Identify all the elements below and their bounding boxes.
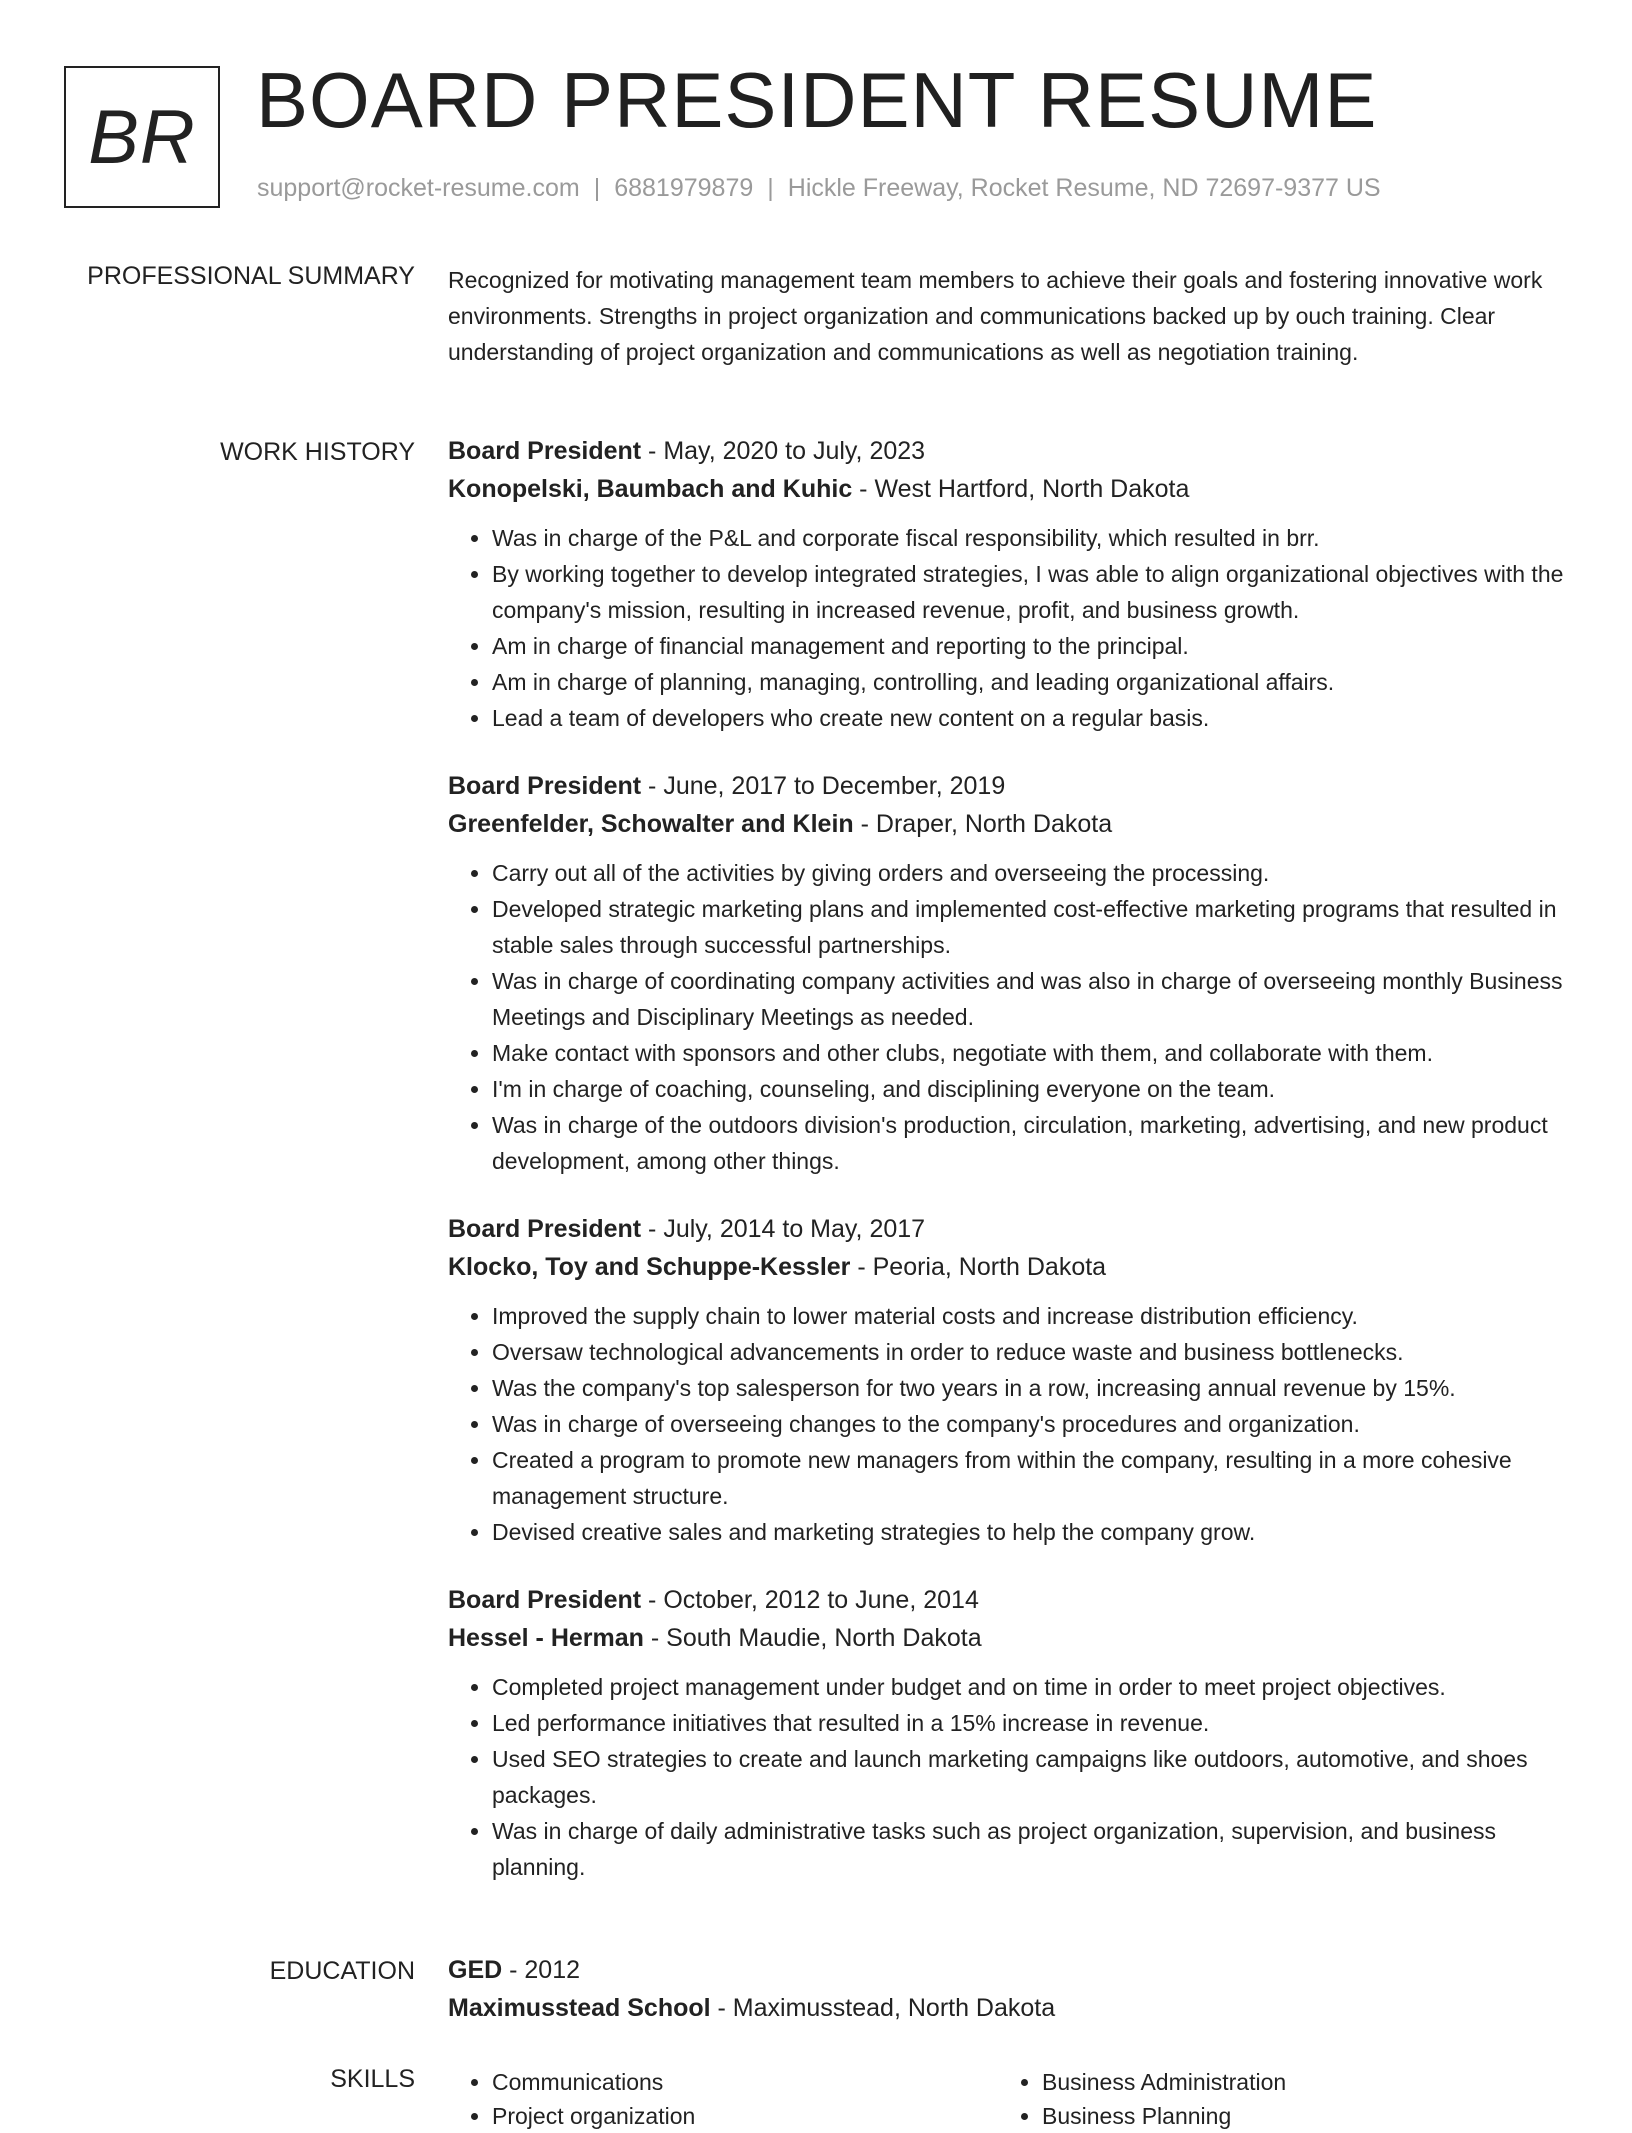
education-year: - 2012 bbox=[502, 1956, 581, 1984]
job-bullet: • Was in charge of the outdoors division's production, circulation, marketing, advertising, and new product development, among other things. bbox=[492, 1107, 1568, 1179]
job-bullet: • Led performance initiatives that resulted in a 15% increase in revenue. bbox=[492, 1705, 1568, 1741]
contact-phone[interactable]: 6881979879 bbox=[614, 174, 754, 202]
job-bullet: • Improved the supply chain to lower material costs and increase distribution efficiency. bbox=[492, 1298, 1568, 1334]
job-title-line bbox=[448, 1581, 1568, 1619]
education-label: EDUCATION bbox=[269, 1957, 415, 1985]
skills-body bbox=[448, 2065, 1568, 2133]
summary-text: Recognized for motivating management team members to achieve their goals and fostering innovative work environments. Strengths in project organization and communications backed up by ouch training. Clear understanding of project organization and communications as well as negotiation training. bbox=[448, 267, 1543, 365]
job-title: Board President bbox=[448, 1215, 642, 1243]
monogram-logo: BR bbox=[64, 66, 220, 208]
job-title-line bbox=[448, 1210, 1568, 1248]
education-school-line bbox=[448, 1989, 1568, 2027]
skills-label: SKILLS bbox=[330, 2065, 415, 2093]
skill-item: • Business Administration bbox=[1042, 2065, 1548, 2099]
job-company-line bbox=[448, 1248, 1568, 1286]
job-bullet: • Completed project management under budget and on time in order to meet project objectives. bbox=[492, 1669, 1568, 1705]
job-company: Hessel - Herman bbox=[448, 1624, 644, 1652]
page-title: BOARD PRESIDENT RESUME bbox=[256, 56, 1378, 144]
job-bullet: • Was in charge of the P&L and corporate fiscal responsibility, which resulted in brr. bbox=[492, 520, 1568, 556]
skill-item: • Project organization bbox=[492, 2099, 998, 2133]
job-dates: - July, 2014 to May, 2017 bbox=[641, 1215, 926, 1243]
skills-list bbox=[448, 2065, 998, 2133]
job-bullet: • By working together to develop integrated strategies, I was able to align organizational objectives with the company's mission, resulting in increased revenue, profit, and business growth. bbox=[492, 556, 1568, 628]
job-bullet: • I'm in charge of coaching, counseling, and disciplining everyone on the team. bbox=[492, 1071, 1568, 1107]
education-body bbox=[448, 1951, 1568, 2027]
job-bullet: • Make contact with sponsors and other clubs, negotiate with them, and collaborate with them. bbox=[492, 1035, 1568, 1071]
job-dates: - June, 2017 to December, 2019 bbox=[641, 772, 1006, 800]
job-bullet: • Carry out all of the activities by giving orders and overseeing the processing. bbox=[492, 855, 1568, 891]
summary-label: PROFESSIONAL SUMMARY bbox=[87, 262, 415, 290]
job-title: Board President bbox=[448, 437, 642, 465]
job-bullets bbox=[448, 520, 1568, 736]
job-location: - West Hartford, North Dakota bbox=[852, 475, 1190, 503]
education-degree-line bbox=[448, 1951, 1568, 1989]
job-bullets bbox=[448, 1298, 1568, 1550]
summary-body bbox=[448, 262, 1568, 370]
job-bullet: • Developed strategic marketing plans and implemented cost-effective marketing programs that resulted in stable sales through successful partnerships. bbox=[492, 891, 1568, 963]
education-school: Maximusstead School bbox=[448, 1994, 711, 2022]
job-title: Board President bbox=[448, 772, 642, 800]
job-entry bbox=[448, 1581, 1568, 1885]
job-bullets bbox=[448, 1669, 1568, 1885]
job-title-line bbox=[448, 767, 1568, 805]
education-degree: GED bbox=[448, 1956, 503, 1984]
job-location: - Draper, North Dakota bbox=[853, 810, 1113, 838]
job-entry bbox=[448, 1210, 1568, 1550]
job-location: - South Maudie, North Dakota bbox=[643, 1624, 982, 1652]
skill-item: • Business Planning bbox=[1042, 2099, 1548, 2133]
job-bullets bbox=[448, 855, 1568, 1179]
job-entry bbox=[448, 767, 1568, 1179]
job-company: Klocko, Toy and Schuppe-Kessler bbox=[448, 1253, 851, 1281]
work-history-body bbox=[448, 432, 1568, 1916]
work-history-label: WORK HISTORY bbox=[220, 438, 415, 466]
job-bullet: • Am in charge of financial management and reporting to the principal. bbox=[492, 628, 1568, 664]
job-bullet: • Am in charge of planning, managing, controlling, and leading organizational affairs. bbox=[492, 664, 1568, 700]
job-bullet: • Was in charge of daily administrative tasks such as project organization, supervision, and business planning. bbox=[492, 1813, 1568, 1885]
skills-column-right bbox=[998, 2065, 1548, 2133]
job-bullet: • Was in charge of coordinating company activities and was also in charge of overseeing monthly Business Meetings and Disciplinary Meetings as needed. bbox=[492, 963, 1568, 1035]
job-title: Board President bbox=[448, 1586, 642, 1614]
contact-line bbox=[257, 174, 1381, 203]
job-entry bbox=[448, 432, 1568, 736]
education-location: - Maximusstead, North Dakota bbox=[710, 1994, 1056, 2022]
contact-separator: | bbox=[593, 174, 601, 202]
contact-address: Hickle Freeway, Rocket Resume, ND 72697-9377 US bbox=[787, 174, 1381, 202]
job-bullet: • Devised creative sales and marketing strategies to help the company grow. bbox=[492, 1514, 1568, 1550]
skills-column-left bbox=[448, 2065, 998, 2133]
skills-grid bbox=[448, 2065, 1568, 2133]
job-bullet: • Used SEO strategies to create and launch marketing campaigns like outdoors, automotive, and shoes packages. bbox=[492, 1741, 1568, 1813]
job-bullet: • Was the company's top salesperson for two years in a row, increasing annual revenue by 15%. bbox=[492, 1370, 1568, 1406]
job-dates: - May, 2020 to July, 2023 bbox=[641, 437, 926, 465]
skills-list bbox=[998, 2065, 1548, 2133]
job-bullet: • Created a program to promote new managers from within the company, resulting in a more cohesive management structure. bbox=[492, 1442, 1568, 1514]
job-bullet: • Oversaw technological advancements in order to reduce waste and business bottlenecks. bbox=[492, 1334, 1568, 1370]
contact-separator: | bbox=[767, 174, 774, 202]
job-bullet: • Lead a team of developers who create new content on a regular basis. bbox=[492, 700, 1568, 736]
job-company: Konopelski, Baumbach and Kuhic bbox=[448, 475, 853, 503]
skill-item: • Communications bbox=[492, 2065, 998, 2099]
job-company: Greenfelder, Schowalter and Klein bbox=[448, 810, 854, 838]
job-dates: - October, 2012 to June, 2014 bbox=[641, 1586, 979, 1614]
job-location: - Peoria, North Dakota bbox=[850, 1253, 1107, 1281]
job-title-line bbox=[448, 432, 1568, 470]
job-company-line bbox=[448, 1619, 1568, 1657]
contact-email[interactable]: support@rocket-resume.com bbox=[257, 174, 580, 202]
job-company-line bbox=[448, 805, 1568, 843]
job-company-line bbox=[448, 470, 1568, 508]
job-bullet: • Was in charge of overseeing changes to the company's procedures and organization. bbox=[492, 1406, 1568, 1442]
